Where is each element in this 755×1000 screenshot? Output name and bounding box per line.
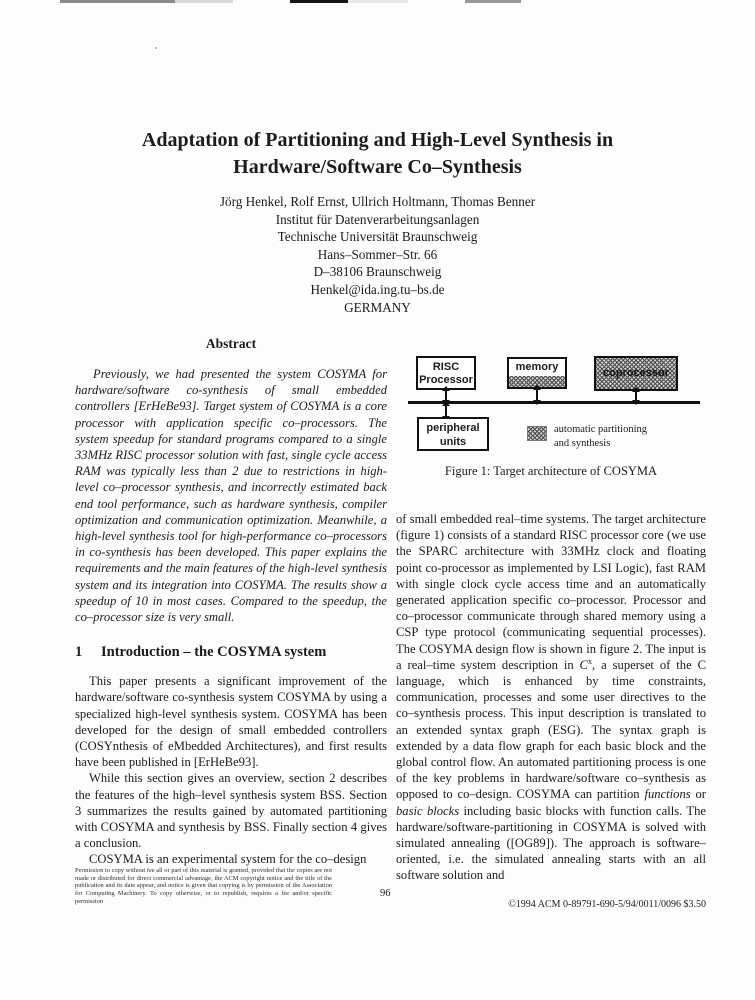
arrow-bus-to-peripheral — [445, 406, 447, 416]
peripheral-units-box — [417, 417, 489, 451]
right-column — [396, 511, 706, 884]
intro-paragraph-1: This paper presents a significant improvement of the hardware/software co-synthesis system COSYMA by using a specialized high-level synthesis system. COSYMA has been developed for the design of small embedded controllers (COSYnthesis of eMbedded Architectures), and first results have been published in [ErHeBe93]. — [75, 674, 387, 770]
scan-artifact — [465, 0, 521, 3]
right-text-segment-4: including basic blocks with function calls. The hardware/software-partitioning in COSYMA is solved with simulated annealing ([OG89]). The approach is software–oriented, i.e. the simulated annealing starts with an all software solution and — [396, 803, 707, 883]
email-line: Henkel@ida.ing.tu–bs.de — [310, 281, 445, 297]
emphasis-basic-blocks: basic blocks — [396, 803, 460, 818]
paper-title-line1: Adaptation of Partitioning and High-Level Synthesis in — [141, 129, 614, 151]
scan-artifact — [175, 0, 233, 3]
abstract-heading: Abstract — [205, 336, 257, 351]
coprocessor-box — [594, 356, 678, 391]
scan-artifact — [60, 0, 175, 3]
c-language-superscript: x — [587, 656, 593, 666]
intro-paragraph-2: While this section gives an overview, section 2 describes the features of the high–level synthesis system BSS. Section 3 summarizes the results gained by automated partitioning with COSYMA and synthesis by BSS. Finally section 4 gives a conclusion. — [75, 771, 387, 851]
scan-speck — [155, 47, 157, 49]
legend-text — [554, 423, 647, 450]
legend-line1: automatic partitioning — [554, 424, 648, 435]
peripheral-label-line2: units — [439, 436, 467, 448]
author-line: Jörg Henkel, Rolf Ernst, Ullrich Holtmann, Thomas Benner — [219, 194, 536, 209]
peripheral-label-line1: peripheral — [426, 422, 480, 434]
section-number: 1 — [75, 644, 83, 661]
legend-hatch-swatch — [527, 426, 547, 441]
risc-processor-box — [416, 356, 476, 390]
right-text-segment-3: or — [690, 787, 707, 802]
copyright-permission-footnote: Permission to copy without fee all or part of this material is granted, provided that the copies are not made or distributed for direct commercial advantage, the ACM copyright notice and the title of the publication and its date appear, and notice is given that copying is by permission of the Association for Computing Machinery. To copy otherwise, or to republish, requires a fee and/or specific permission — [75, 867, 332, 905]
paper-title — [0, 127, 755, 181]
section-heading-introduction — [75, 644, 387, 661]
coprocessor-label: coprocessor — [602, 367, 670, 379]
arrow-risc-to-bus — [445, 391, 447, 400]
paper-title-line2: Hardware/Software Co–Synthesis — [233, 156, 522, 178]
arrow-coprocessor-to-bus — [635, 392, 637, 400]
right-column-paragraph — [396, 511, 706, 884]
legend-line2: and synthesis — [554, 437, 611, 449]
street-line: Hans–Sommer–Str. 66 — [317, 246, 438, 262]
author-block — [0, 193, 755, 316]
c-language-symbol: C — [579, 657, 588, 672]
title-block — [0, 127, 755, 316]
right-text-segment-2: , a superset of the C language, which is enhanced by time constraints, communication, processes and some user directives to the co–synthesis process. This input description is translated to an extended syntax graph (ESG). The syntax graph is extended by a data flow graph for each basic block and the global control flow. An automated partitioning process is one of the key problems in hardware/software co–synthesis as opposed to co–design. COSYMA can partition — [396, 657, 706, 802]
scan-artifact — [290, 0, 348, 3]
right-text-segment-1: of small embedded real–time systems. The target architecture (figure 1) consists of a standard RISC processor core (we use the SPARC architecture with 33MHz clock and floating point co-processor as implemented by LSI Logic), fast RAM with single clock cycle access time and an automatically generated application specific co–processor. Processor and co–processor communicate through shared memory using a CSP type protocol (communicating sequential processes). The COSYMA design flow is shown in figure 2. The input is a real–time system description in — [396, 512, 706, 672]
arrow-memory-to-bus — [536, 390, 538, 400]
left-column — [75, 336, 387, 868]
acm-copyright-line: ©1994 ACM 0-89791-690-5/94/0011/0096 $3.50 — [508, 899, 706, 910]
figure-1-caption: Figure 1: Target architecture of COSYMA — [444, 464, 658, 478]
system-bus-line — [408, 401, 700, 404]
abstract-body: Previously, we had presented the system COSYMA for hardware/software co-synthesis of small embedded controllers [ErHeBe93]. Target system of COSYMA is a core processor with application specific co–processors. The system speedup for standard programs compared to a single 33MHz RISC processor solution with fast, single cycle access RAM was typically less than 2 due to restrictions in high-level co–processor synthesis, and incorrectly estimated back end tool performance, such as hardware synthesis, compiler optimization and communication optimization. Meanwhile, a high-level synthesis tool for high-performance co–processors in co-synthesis has been developed. This paper explains the requirements and the main features of the high-level synthesis system and its integration into COSYMA. The results show a speedup of 10 in most cases. Compared to the speedup, the co–processor size is very small. — [75, 367, 387, 625]
page-number: 96 — [380, 888, 391, 899]
institute-line: Institut für Datenverarbeitungsanlagen — [275, 211, 480, 227]
memory-label: memory — [509, 359, 565, 376]
country-line: GERMANY — [344, 299, 411, 315]
figure-1-target-architecture — [405, 349, 701, 461]
scan-artifact — [348, 0, 408, 3]
university-line: Technische Universität Braunschweig — [277, 229, 478, 245]
emphasis-functions: functions — [644, 787, 691, 802]
intro-paragraph-3: COSYMA is an experimental system for the co–design — [89, 852, 367, 867]
risc-label-line2: Processor — [419, 374, 473, 386]
city-line: D–38106 Braunschweig — [313, 264, 442, 280]
section-title: Introduction – the COSYMA system — [101, 644, 327, 661]
risc-label-line1: RISC — [432, 361, 460, 373]
